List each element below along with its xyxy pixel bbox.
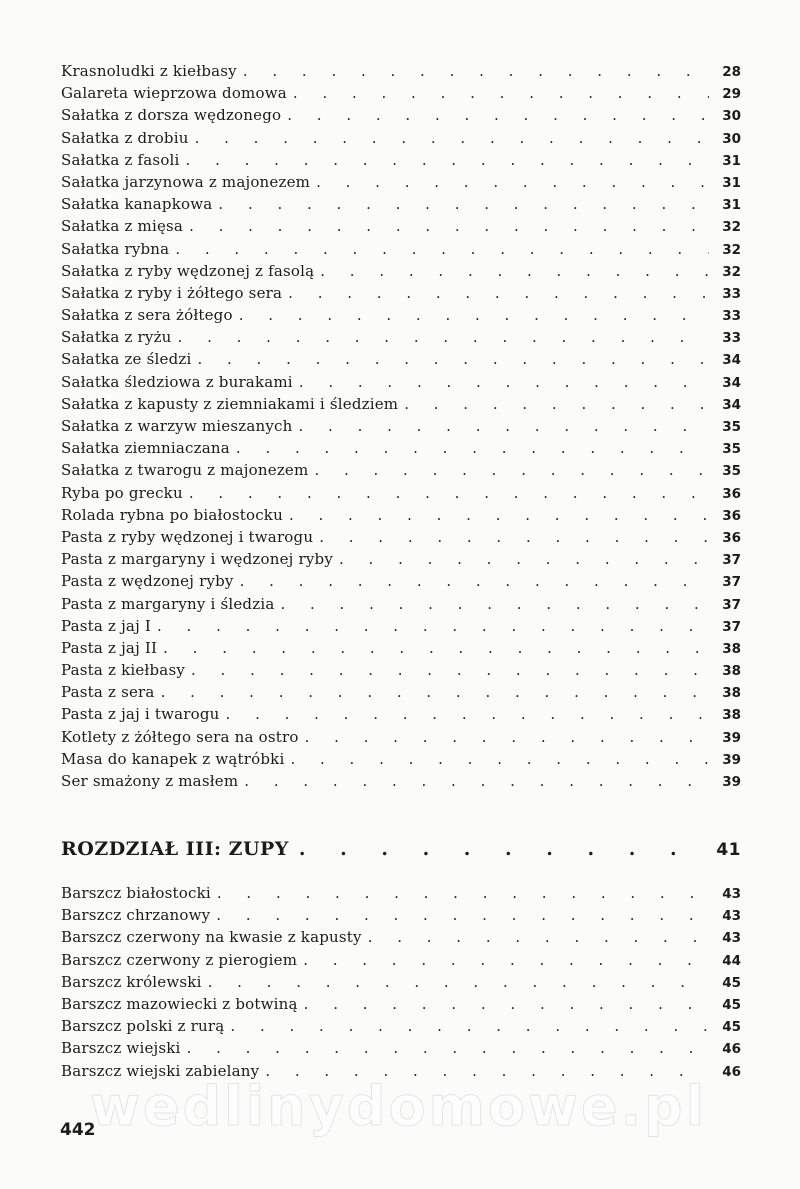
toc-entry-page: 33: [722, 330, 741, 347]
toc-entry: [61, 326, 741, 348]
toc-entry-page: 45: [722, 1019, 741, 1036]
toc-entry: [61, 304, 741, 326]
leader-dots: [187, 1037, 709, 1059]
toc-entry: [61, 1015, 741, 1037]
leader-dots: [157, 615, 709, 637]
toc-entry-page: 43: [722, 930, 741, 947]
toc-entry-title: Kotlety z żółtego sera na ostro: [61, 727, 299, 746]
leader-dots: [216, 904, 709, 926]
toc-entry-page: 44: [722, 952, 741, 969]
toc-entry-title: Ryba po grecku: [61, 483, 183, 502]
toc-entry-title: Barszcz czerwony na kwasie z kapusty: [61, 928, 362, 947]
leader-dots: [316, 171, 709, 193]
toc-entry-page: 31: [722, 174, 741, 191]
toc-list-top: [61, 60, 741, 792]
toc-entry: [61, 260, 741, 282]
leader-dots: [339, 548, 709, 570]
chapter-title: ROZDZIAŁ III: ZUPY: [61, 838, 289, 860]
toc-entry: [61, 570, 741, 592]
toc-entry-title: Ser smażony z masłem: [61, 772, 239, 790]
toc-entry-title: Sałatka z ryby i żółtego sera: [61, 283, 283, 302]
toc-entry: [61, 415, 741, 437]
toc-entry-page: 38: [722, 685, 741, 702]
leader-dots: [236, 437, 709, 459]
leader-dots: [289, 504, 709, 526]
toc-entry: [61, 215, 741, 237]
toc-entry-page: 37: [722, 596, 741, 613]
leader-dots: [189, 215, 709, 237]
toc-entry: [61, 282, 741, 304]
toc-entry: [61, 904, 741, 926]
leader-dots: [244, 770, 709, 792]
toc-entry-title: Barszcz mazowiecki z botwiną: [61, 994, 298, 1013]
toc-entry-title: Sałatka z fasoli: [61, 150, 180, 169]
toc-entry-title: Barszcz czerwony z pierogiem: [61, 950, 298, 969]
leader-dots: [304, 993, 709, 1015]
toc-entry: [61, 726, 741, 748]
toc-entry: [61, 1060, 741, 1082]
toc-entry: [61, 681, 741, 703]
leader-dots: [178, 326, 709, 348]
leader-dots: [319, 526, 709, 548]
toc-entry-page: 30: [722, 130, 741, 147]
toc-entry-title: Galareta wieprzowa domowa: [61, 84, 287, 103]
toc-entry: [61, 770, 741, 792]
toc-entry-title: Sałatka rybna: [61, 239, 170, 258]
leader-dots: [243, 60, 709, 82]
toc-entry-title: Sałatka z sera żółtego: [61, 306, 233, 325]
leader-dots: [299, 371, 709, 393]
toc-entry-page: 39: [722, 751, 741, 768]
leader-dots: [265, 1060, 709, 1082]
leader-dots: [314, 459, 709, 481]
toc-entry: [61, 1037, 741, 1059]
toc-entry-page: 39: [722, 729, 741, 746]
toc-entry-title: Rolada rybna po białostocku: [61, 505, 283, 524]
toc-entry: [61, 60, 741, 82]
toc-entry-title: Sałatka ziemniaczana: [61, 439, 230, 458]
leader-dots: [287, 104, 709, 126]
leader-dots: [163, 637, 709, 659]
toc-entry-page: 38: [722, 640, 741, 657]
leader-dots: [195, 127, 709, 149]
toc-entry-title: Pasta z margaryny i wędzonej ryby: [61, 550, 333, 569]
leader-dots: [175, 238, 709, 260]
toc-entry: [61, 615, 741, 637]
toc-entry-title: Pasta z jaj II: [61, 638, 158, 657]
leader-dots: [404, 393, 709, 415]
leader-dots: [161, 681, 709, 703]
toc-entry-title: Sałatka śledziowa z burakami: [61, 372, 293, 391]
toc-entry-page: 31: [722, 152, 741, 169]
toc-list-bottom: [61, 882, 741, 1082]
chapter-heading: [61, 838, 741, 860]
toc-entry-page: 34: [722, 352, 741, 369]
leader-dots: [368, 926, 709, 948]
chapter-leader-dots: [299, 838, 706, 860]
toc-entry: [61, 371, 741, 393]
toc-entry-title: Sałatka z twarogu z majonezem: [61, 461, 309, 480]
toc-entry-title: Sałatka jarzynowa z majonezem: [61, 172, 311, 191]
page-number: 442: [60, 1120, 96, 1140]
leader-dots: [293, 82, 709, 104]
toc-entry: [61, 171, 741, 193]
toc-entry-page: 28: [722, 64, 741, 80]
toc-entry-page: 34: [722, 396, 741, 413]
leader-dots: [217, 882, 709, 904]
toc-entry: [61, 703, 741, 725]
toc-entry-page: 33: [722, 308, 741, 325]
toc-entry-page: 32: [722, 219, 741, 236]
leader-dots: [280, 593, 709, 615]
toc-entry: [61, 393, 741, 415]
leader-dots: [186, 149, 709, 171]
toc-entry-title: Pasta z ryby wędzonej i twarogu: [61, 527, 314, 546]
toc-entry: [61, 548, 741, 570]
toc-entry-title: Pasta z jaj i twarogu: [61, 705, 220, 724]
leader-dots: [240, 570, 709, 592]
toc-entry: [61, 993, 741, 1015]
toc-entry-title: Krasnoludki z kiełbasy: [61, 62, 237, 80]
toc-entry-title: Sałatka z kapusty z ziemniakami i śledziem: [61, 394, 399, 413]
toc-entry-page: 45: [722, 996, 741, 1013]
toc-entry: [61, 971, 741, 993]
toc-entry: [61, 526, 741, 548]
toc-entry-title: Barszcz polski z rurą: [61, 1017, 225, 1036]
leader-dots: [305, 726, 709, 748]
leader-dots: [189, 482, 709, 504]
toc-entry-page: 36: [722, 485, 741, 502]
toc-entry-title: Sałatka z ryby wędzonej z fasolą: [61, 261, 315, 280]
toc-entry: [61, 82, 741, 104]
toc-entry-page: 30: [722, 108, 741, 125]
leader-dots: [208, 971, 709, 993]
toc-entry: [61, 238, 741, 260]
toc-entry-title: Barszcz królewski: [61, 972, 202, 991]
leader-dots: [290, 748, 709, 770]
toc-entry: [61, 926, 741, 948]
toc-entry: [61, 949, 741, 971]
toc-entry-page: 46: [722, 1041, 741, 1058]
toc-entry-title: Pasta z kiełbasy: [61, 661, 186, 680]
leader-dots: [218, 193, 709, 215]
toc-entry-title: Sałatka z ryżu: [61, 328, 172, 347]
toc-entry-title: Pasta z sera: [61, 683, 155, 702]
leader-dots: [191, 659, 709, 681]
toc-entry: [61, 882, 741, 904]
toc-entry: [61, 127, 741, 149]
toc-entry: [61, 193, 741, 215]
toc-entry-page: 32: [722, 263, 741, 280]
toc-entry-title: Pasta z wędzonej ryby: [61, 572, 234, 591]
watermark: wedlinydomowe.pl: [90, 1075, 708, 1138]
toc-entry-title: Pasta z margaryny i śledzia: [61, 594, 275, 613]
leader-dots: [288, 282, 709, 304]
leader-dots: [303, 949, 709, 971]
toc-entry: [61, 748, 741, 770]
toc-entry-page: 35: [722, 441, 741, 458]
toc-entry-page: 35: [722, 419, 741, 435]
toc-entry-page: 29: [722, 86, 741, 103]
toc-entry-page: 37: [722, 618, 741, 635]
toc-entry-page: 46: [722, 1063, 741, 1080]
toc-entry-page: 33: [722, 285, 741, 302]
leader-dots: [320, 260, 709, 282]
toc-entry-page: 36: [722, 529, 741, 546]
toc-entry: [61, 659, 741, 681]
toc-entry-page: 37: [722, 552, 741, 569]
toc-entry-page: 38: [722, 663, 741, 680]
toc-entry-title: Barszcz wiejski zabielany: [61, 1061, 260, 1080]
toc-entry: [61, 437, 741, 459]
toc-entry-page: 32: [722, 241, 741, 258]
chapter-page-number: 41: [716, 840, 741, 860]
toc-entry-page: 43: [722, 908, 741, 925]
toc-entry-title: Barszcz chrzanowy: [61, 906, 211, 925]
toc-entry: [61, 504, 741, 526]
toc-entry-page: 45: [722, 974, 741, 991]
toc-entry-page: 35: [722, 463, 741, 480]
toc-entry-page: 36: [722, 507, 741, 524]
toc-entry: [61, 482, 741, 504]
toc-entry-title: Sałatka kanapkowa: [61, 195, 213, 214]
leader-dots: [230, 1015, 709, 1037]
toc-entry-title: Sałatka z mięsa: [61, 217, 184, 236]
toc-entry: [61, 149, 741, 171]
toc-entry-title: Sałatka z warzyw mieszanych: [61, 417, 293, 435]
toc-entry: [61, 348, 741, 370]
toc-entry-page: 34: [722, 374, 741, 391]
toc-entry-title: Masa do kanapek z wątróbki: [61, 749, 285, 768]
toc-entry: [61, 459, 741, 481]
toc-entry: [61, 104, 741, 126]
toc-entry-title: Sałatka ze śledzi: [61, 350, 192, 369]
toc-entry-page: 31: [722, 197, 741, 214]
toc-entry-title: Barszcz wiejski: [61, 1039, 181, 1058]
toc-entry-title: Barszcz białostocki: [61, 884, 211, 902]
toc-entry-title: Sałatka z drobiu: [61, 128, 189, 147]
toc-entry-title: Sałatka z dorsza wędzonego: [61, 106, 282, 125]
leader-dots: [226, 703, 709, 725]
toc-entry-page: 43: [722, 886, 741, 902]
leader-dots: [239, 304, 709, 326]
toc-entry: [61, 637, 741, 659]
toc-entry-page: 38: [722, 707, 741, 724]
toc-entry: [61, 593, 741, 615]
leader-dots: [299, 415, 710, 437]
toc-entry-page: 37: [722, 574, 741, 591]
toc-entry-title: Pasta z jaj I: [61, 616, 152, 635]
toc-entry-page: 39: [722, 774, 741, 790]
leader-dots: [197, 348, 709, 370]
